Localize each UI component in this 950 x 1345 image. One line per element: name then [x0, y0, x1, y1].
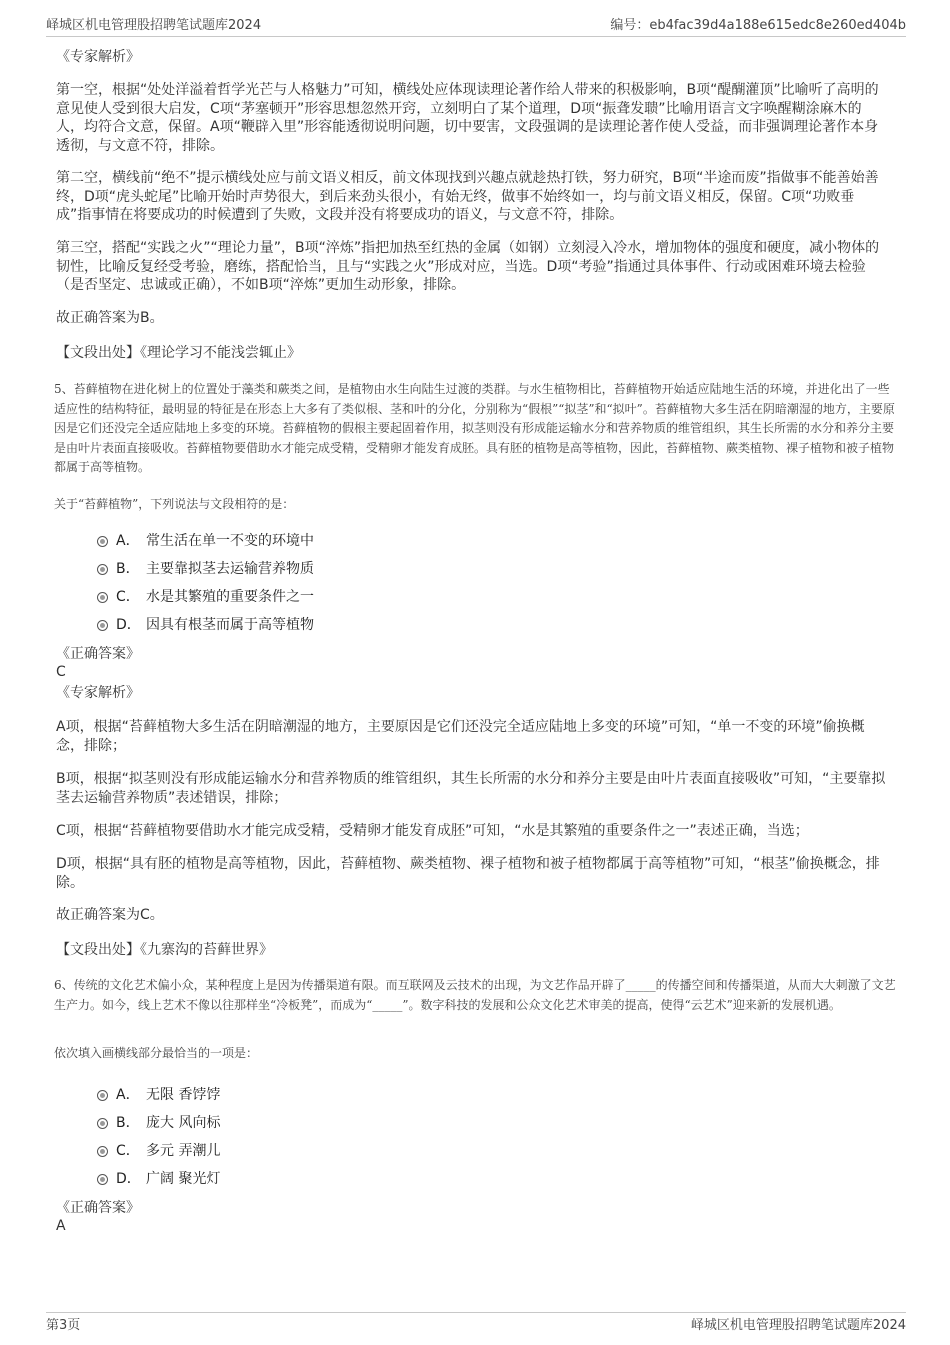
- q5-analysis-a: A项，根据“苔藓植物大多生活在阴暗潮湿的地方，主要原因是它们还没完全适应陆地上多变的环境”可知，“单一不变的环境”偷换概念，排除；: [56, 719, 865, 754]
- q6-option-a[interactable]: A． 无限 香饽饽: [56, 1081, 656, 1109]
- q6-option-d[interactable]: D． 广阔 聚光灯: [56, 1165, 656, 1193]
- q5-analysis-title: 《专家解析》: [56, 685, 140, 701]
- page-number: 第3页: [46, 1318, 81, 1333]
- radio-icon[interactable]: [97, 536, 108, 547]
- header-doc-id: 编号：eb4fac39d4a188e615edc8e260ed404b: [610, 18, 906, 33]
- q4-source: 【文段出处】《理论学习不能浅尝辄止》: [56, 345, 301, 361]
- q5-analysis-b: B项，根据“拟茎则没有形成能运输水分和营养物质的维管组织，其生长所需的水分和养分主要是由叶片表面直接吸收”可知，“主要靠拟茎去运输营养物质”表述错误，排除；: [56, 771, 886, 806]
- q4-analysis-title: 《专家解析》: [56, 49, 140, 65]
- q6-option-c[interactable]: C． 多元 弄潮儿: [56, 1137, 656, 1165]
- q6-stem: 6、传统的文化艺术偏小众，某种程度上是因为传播渠道有限。而互联网及云技术的出现，为文艺作品开辟了_____的传播空间和传播渠道，从而大大刺激了文艺生产力。如今，线上艺术不像以往那样坐“冷板凳”，而成为“_____”。数字科技的发展和公众文化艺术审美的提高，使得“云艺术”迎来新的发展机遇。: [54, 978, 896, 1012]
- q5-stem: 5、苔藓植物在进化树上的位置处于藻类和蕨类之间，是植物由水生向陆生过渡的类群。与水生植物相比，苔藓植物开始适应陆地生活的环境，并进化出了一些适应性的结构特征，最明显的特征是在形态上大多有了类似根、茎和叶的分化，分别称为“假根”“拟茎”和“拟叶”。苔藓植物大多生活在阴暗潮湿的地方，主要原因是它们还没完全适应陆地上多变的环境。苔藓植物的假根主要起固着作用，拟茎则没有形成能运输水分和营养物质的维管组织，其生长所需的水分和养分主要是由叶片表面直接吸收。苔藓植物要借助水才能完成受精，受精卵才能发育成胚。具有胚的植物是高等植物，因此，苔藓植物、蕨类植物、裸子植物和被子植物都属于高等植物。: [54, 382, 895, 474]
- radio-icon[interactable]: [97, 1146, 108, 1157]
- q5-conclusion: 故正确答案为C。: [56, 907, 164, 923]
- page-footer: [46, 1314, 906, 1334]
- q4-analysis-p3: 第三空，搭配“实践之火”“理论力量”，B项“淬炼”指把加热至红热的金属（如钢）立刻浸入冷水，增加物体的强度和硬度，减小物体的韧性，比喻反复经受考验，磨练，搭配恰当，且与“实践之火”形成对应，当选。D项“考验”指通过具体事件、行动或困难环境去检验（是否坚定、忠诚或正确），不如B项“淬炼”更加生动形象，排除。: [56, 240, 880, 293]
- q5-option-b[interactable]: B． 主要靠拟茎去运输营养物质: [56, 555, 656, 583]
- radio-icon[interactable]: [97, 1174, 108, 1185]
- q6-answer: A: [56, 1218, 66, 1234]
- q5-answer-title: 《正确答案》: [56, 646, 140, 662]
- q4-analysis-p1: 第一空，根据“处处洋溢着哲学光芒与人格魅力”可知，横线处应体现读理论著作给人带来的积极影响，B项“醍醐灌顶”比喻听了高明的意见使人受到很大启发，C项“茅塞顿开”形容思想忽然开窍，立刻明白了某个道理，D项“振聋发聩”比喻用语言文字唤醒糊涂麻木的人，均符合文意，保留。A项“鞭辟入里”形容能透彻说明问题，切中要害，文段强调的是读理论著作使人受益，而非强调理论著作本身透彻，与文意不符，排除。: [56, 82, 879, 154]
- radio-icon[interactable]: [97, 564, 108, 575]
- q5-option-d[interactable]: D． 因具有根茎而属于高等植物: [56, 611, 656, 639]
- q6-question: 依次填入画横线部分最恰当的一项是：: [54, 1046, 259, 1060]
- footer-divider: [46, 1312, 906, 1313]
- q5-question: 关于“苔藓植物”，下列说法与文段相符的是：: [54, 497, 295, 511]
- header-divider: [46, 36, 906, 37]
- q6-answer-title: 《正确答案》: [56, 1200, 140, 1216]
- footer-title: 峄城区机电管理股招聘笔试题库2024: [690, 1318, 906, 1333]
- radio-icon[interactable]: [97, 592, 108, 603]
- q5-options: [56, 527, 656, 639]
- q6-option-b[interactable]: B． 庞大 风向标: [56, 1109, 656, 1137]
- q5-answer: C: [56, 664, 66, 680]
- radio-icon[interactable]: [97, 1090, 108, 1101]
- q4-analysis-p2: 第二空，横线前“绝不”提示横线处应与前文语义相反，前文体现找到兴趣点就趁热打铁，努力研究，B项“半途而废”指做事不能善始善终，D项“虎头蛇尾”比喻开始时声势很大，到后来劲头很小，有始无终，做事不始终如一，均与前文语义相反，保留。C项“功败垂成”指事情在将要成功的时候遭到了失败，文段并没有将要成功的语义，与文意不符，排除。: [56, 170, 879, 223]
- q6-options: [56, 1081, 656, 1193]
- radio-icon[interactable]: [97, 1118, 108, 1129]
- q5-option-a[interactable]: A． 常生活在单一不变的环境中: [56, 527, 656, 555]
- header-title: 峄城区机电管理股招聘笔试题库2024: [46, 18, 262, 33]
- page-header: [46, 14, 906, 34]
- radio-icon[interactable]: [97, 620, 108, 631]
- q5-source: 【文段出处】《九寨沟的苔藓世界》: [56, 942, 273, 958]
- q5-option-c[interactable]: C． 水是其繁殖的重要条件之一: [56, 583, 656, 611]
- q5-analysis-d: D项，根据“具有胚的植物是高等植物，因此，苔藓植物、蕨类植物、裸子植物和被子植物都属于高等植物”可知，“根茎”偷换概念，排除。: [56, 856, 880, 891]
- q5-analysis-c: C项，根据“苔藓植物要借助水才能完成受精，受精卵才能发育成胚”可知，“水是其繁殖的重要条件之一”表述正确，当选；: [56, 823, 809, 839]
- q4-conclusion: 故正确答案为B。: [56, 310, 164, 326]
